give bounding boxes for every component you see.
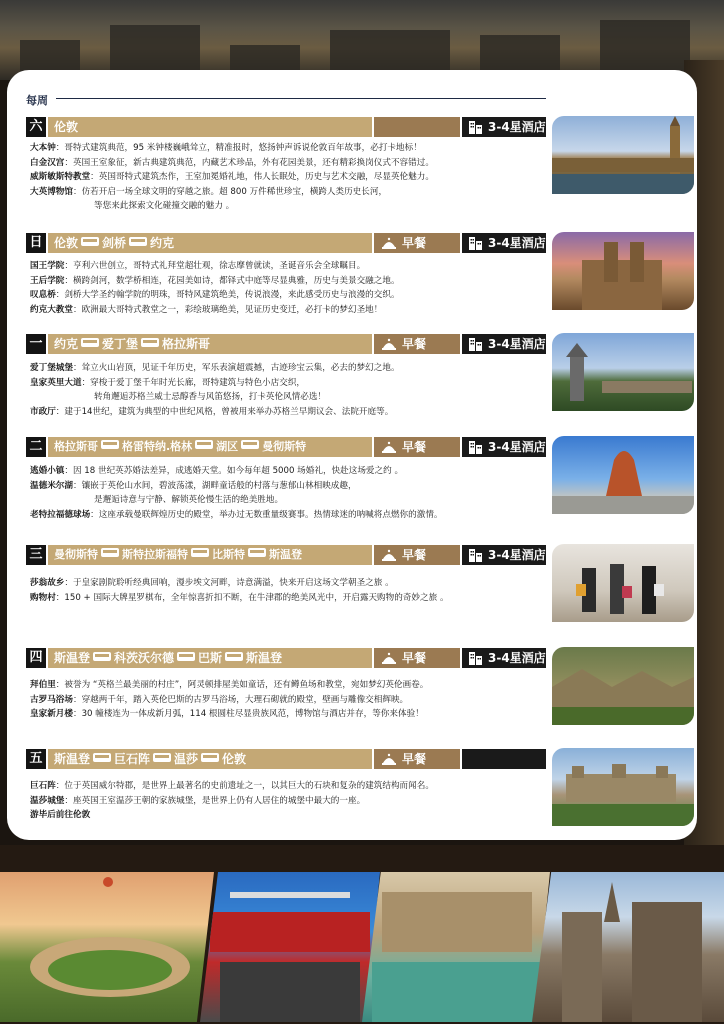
windsor-castle-photo xyxy=(552,748,694,826)
meal-cell xyxy=(374,437,460,457)
attraction-line xyxy=(30,678,550,693)
attraction-text: ：穿越两千年，踏入英伦巴斯的古罗马浴场，大理石砌就的殿堂，壁画与雕像交相辉映。 xyxy=(72,694,409,705)
attraction-line xyxy=(30,361,550,376)
bus-icon xyxy=(153,753,171,762)
bus-icon xyxy=(191,548,209,557)
big-ben-illustration xyxy=(552,116,694,194)
day-header-thu xyxy=(26,648,546,668)
york-minster-photo xyxy=(552,232,694,310)
route-stop: 曼彻斯特 xyxy=(262,440,307,453)
attraction-name: 购物村 xyxy=(30,592,56,603)
attraction-line xyxy=(30,259,550,274)
route-stop: 科茨沃尔德 xyxy=(114,651,175,665)
royal-crescent-photo xyxy=(0,872,214,1022)
attraction-text: 等您来此探索文化碰撞交融的魅力 。 xyxy=(94,201,235,212)
stadium-illustration xyxy=(200,872,380,1022)
day-badge: 三 xyxy=(26,545,46,565)
attraction-name: 叹息桥 xyxy=(30,290,56,301)
attraction-line xyxy=(30,707,550,722)
day-header-sat xyxy=(26,117,546,137)
route-stop: 约克 xyxy=(54,337,79,351)
route-stop: 湖区 xyxy=(216,440,239,453)
day-header-fri xyxy=(26,749,546,769)
roman-baths-photo xyxy=(362,872,550,1022)
hotel-label: 3-4星酒店 xyxy=(488,548,546,562)
section-label: 每周 xyxy=(26,94,48,107)
route-stop: 巨石阵 xyxy=(114,752,151,766)
attraction-line xyxy=(30,808,550,823)
day-route xyxy=(48,233,372,253)
hotel-cell xyxy=(462,545,546,565)
cloche-icon xyxy=(382,338,396,350)
attraction-name: 威斯敏斯特教堂 xyxy=(30,172,91,183)
hotel-label: 3-4星酒店 xyxy=(488,440,546,454)
attraction-text: 转角邂逅苏格兰威士忌醇香与风笛悠扬，打卡英伦风情必选！ xyxy=(94,392,327,403)
route-stop: 格雷特纳.格林 xyxy=(122,440,193,453)
shoppers-illustration xyxy=(552,544,694,622)
attraction-text: ：这座承载曼联辉煌历史的殿堂，举办过无数重量级赛事。热情球迷的呐喊将点燃你的激情。 xyxy=(90,509,443,520)
attraction-name: 国王学院 xyxy=(30,261,65,271)
day-badge: 日 xyxy=(26,233,46,253)
meal-label: 早餐 xyxy=(402,337,427,351)
day-description xyxy=(30,576,550,605)
hotel-label: 3-4星酒店 xyxy=(488,651,546,665)
attraction-name: 皇家英里大道 xyxy=(30,377,82,388)
hotel-cell xyxy=(462,233,546,253)
attraction-name: 逃婚小镇 xyxy=(30,466,65,476)
cloche-icon xyxy=(382,237,396,249)
building-icon xyxy=(468,548,483,562)
bus-icon xyxy=(141,338,159,347)
route-stop: 约克 xyxy=(150,236,175,250)
day-badge: 五 xyxy=(26,749,46,769)
attraction-name: 爱丁堡城堡 xyxy=(30,363,73,373)
hotel-cell xyxy=(462,648,546,668)
cloche-icon xyxy=(382,441,396,453)
route-stop: 伦敦 xyxy=(222,752,247,766)
attraction-line xyxy=(30,376,550,391)
attraction-line xyxy=(30,303,550,318)
cloche-icon xyxy=(382,652,396,664)
attraction-name: 皇家新月楼 xyxy=(30,709,73,720)
attraction-line xyxy=(30,288,550,303)
section-divider xyxy=(56,98,546,99)
building-icon xyxy=(468,337,483,351)
attraction-line xyxy=(30,274,550,289)
hotel-cell xyxy=(462,334,546,354)
route-stop: 斯温登 xyxy=(269,548,302,561)
gretna-green-illustration xyxy=(552,436,694,514)
old-town-illustration xyxy=(532,872,724,1022)
roman-baths-illustration xyxy=(362,872,550,1022)
hotel-cell xyxy=(462,117,546,137)
attraction-text: ：于皇家剧院聆听经典回响，漫步埃文河畔，诗意满溢，快来开启这场文学朝圣之旅 。 xyxy=(64,578,394,588)
meal-label: 早餐 xyxy=(402,548,427,562)
attraction-name: 温莎城堡 xyxy=(30,795,65,806)
day-description xyxy=(30,141,550,214)
building-icon xyxy=(468,651,483,665)
day-header-mon xyxy=(26,334,546,354)
attraction-line xyxy=(30,794,550,809)
attraction-text: ：英国哥特式建筑杰作，王室加冕婚礼地，伟人长眠处，历史与艺术交融，尽显英伦魅力。 xyxy=(90,172,434,183)
route-stop: 伦敦 xyxy=(54,120,79,134)
attraction-name: 大本钟 xyxy=(30,143,56,153)
attraction-name: 温德米尔湖 xyxy=(30,480,73,491)
attraction-name: 巨石阵 xyxy=(30,781,56,791)
bus-icon xyxy=(195,440,213,449)
attraction-name: 老特拉福德球场 xyxy=(30,509,91,520)
attraction-name: 白金汉宫 xyxy=(30,157,65,168)
attraction-line xyxy=(30,779,550,794)
bus-icon xyxy=(225,652,243,661)
attraction-text: ：横跨剑河，数学桥相连，花园美如诗，都铎式中庭等尽显典雅，历史与美景交融之地。 xyxy=(64,275,400,286)
route-stop: 斯特拉斯福特 xyxy=(122,548,188,561)
day-header-wed xyxy=(26,545,546,565)
route-stop: 伦敦 xyxy=(54,236,79,250)
attraction-line xyxy=(30,185,550,200)
day-route xyxy=(48,334,372,354)
attraction-text: 是邂逅诗意与宁静、解锁英伦慢生活的绝美胜地。 xyxy=(94,495,284,506)
header-cityscape xyxy=(0,0,724,80)
meal-cell xyxy=(374,334,460,354)
attraction-line xyxy=(30,493,550,508)
route-stop: 斯温登 xyxy=(54,752,91,766)
windsor-castle-illustration xyxy=(552,748,694,826)
route-stop: 格拉斯哥 xyxy=(162,337,211,351)
building-icon xyxy=(468,120,483,134)
meal-cell xyxy=(374,749,460,769)
attraction-line xyxy=(30,508,550,523)
hotel-label: 3-4星酒店 xyxy=(488,236,546,250)
attraction-name: 拜伯里 xyxy=(30,680,56,690)
bus-icon xyxy=(81,237,99,246)
attraction-text: ：亨利六世创立，哥特式礼拜堂超壮观，徐志摩曾就读，圣诞音乐会全球瞩目。 xyxy=(64,261,366,271)
route-stop: 剑桥 xyxy=(102,236,127,250)
route-stop: 斯温登 xyxy=(246,651,283,665)
bus-icon xyxy=(93,652,111,661)
day-route xyxy=(48,437,372,457)
route-stop: 格拉斯哥 xyxy=(54,440,98,453)
attraction-text: ：30 幢楼连为一体成新月弧，114 根圆柱尽显贵族风范，博物馆与酒店并存，等你来体验！ xyxy=(72,709,424,720)
big-ben-photo xyxy=(552,116,694,194)
bibury-cottages-illustration xyxy=(552,647,694,725)
attraction-text: ：仿若开启一场全球文明的穿越之旅。超 800 万件稀世珍宝，横跨人类历史长河， xyxy=(72,186,388,197)
shopping-village-photo xyxy=(552,544,694,622)
attraction-text: ：位于英国威尔特郡，是世界上最著名的史前遗址之一，以其巨大的石块和复杂的建筑结构而闻名。 xyxy=(55,781,434,791)
attraction-text: ：被誉为 “英格兰最美丽的村庄”，阿灵顿排屋美如童话，还有鳟鱼场和教堂，宛如梦幻英伦画卷。 xyxy=(55,680,429,690)
day-description xyxy=(30,259,550,317)
day-route xyxy=(48,545,372,565)
route-stop: 斯温登 xyxy=(54,651,91,665)
building-icon xyxy=(468,440,483,454)
route-stop: 曼彻斯特 xyxy=(54,548,98,561)
bus-icon xyxy=(93,753,111,762)
bibury-photo xyxy=(552,647,694,725)
gretna-green-photo xyxy=(552,436,694,514)
attraction-line xyxy=(30,156,550,171)
route-stop: 温莎 xyxy=(174,752,199,766)
meal-label: 早餐 xyxy=(402,752,427,766)
day-header-tue xyxy=(26,437,546,457)
meal-cell xyxy=(374,648,460,668)
bus-icon xyxy=(101,440,119,449)
cloche-icon xyxy=(382,753,396,765)
meal-cell xyxy=(374,545,460,565)
day-header-sun xyxy=(26,233,546,253)
hotel-cell xyxy=(462,749,546,769)
day-description xyxy=(30,464,550,522)
bus-icon xyxy=(248,548,266,557)
attraction-text: ：剑桥大学圣约翰学院的明珠，哥特风建筑绝美，传说浪漫，来此感受历史与浪漫的交织。 xyxy=(55,290,400,301)
attraction-line xyxy=(30,464,550,479)
route-stop: 爱丁堡 xyxy=(102,337,139,351)
cloche-icon xyxy=(382,549,396,561)
day-route xyxy=(48,749,372,769)
attraction-name: 游毕后前往伦敦 xyxy=(30,810,91,821)
attraction-text: ：哥特式建筑典范，95 米钟楼巍峨耸立，精准报时，悠扬钟声诉说伦敦百年故事，必打卡地标！ xyxy=(55,143,422,153)
day-badge: 二 xyxy=(26,437,46,457)
hotel-label: 3-4星酒店 xyxy=(488,337,546,351)
attraction-text: ：建于14世纪，建筑为典型的中世纪风格，曾被用来举办苏格兰早期议会、法院开庭等。 xyxy=(55,406,394,417)
route-stop: 比斯特 xyxy=(212,548,245,561)
day-description xyxy=(30,779,550,823)
day-description xyxy=(30,678,550,722)
attraction-name: 大英博物馆 xyxy=(30,186,73,197)
edinburgh-illustration xyxy=(552,333,694,411)
attraction-name: 莎翁故乡 xyxy=(30,578,65,588)
meal-label: 早餐 xyxy=(402,651,427,665)
edinburgh-street-photo xyxy=(532,872,724,1022)
attraction-text: ：150 + 国际大牌星罗棋布，全年惊喜折扣不断，在牛津郡的绝美风光中，开启露天购物的奇妙之旅 。 xyxy=(55,592,449,603)
building-icon xyxy=(468,236,483,250)
attraction-text: ：欧洲最大哥特式教堂之一，彩绘玻璃绝美，见证历史变迁，必打卡的梦幻圣地！ xyxy=(72,304,383,315)
attraction-line xyxy=(30,390,550,405)
bus-icon xyxy=(81,338,99,347)
attraction-text: ：穿梭于爱丁堡千年时光长廊，哥特建筑与特色小店交织， xyxy=(81,377,306,388)
attraction-line xyxy=(30,576,550,591)
bus-icon xyxy=(129,237,147,246)
attraction-line xyxy=(30,693,550,708)
attraction-line xyxy=(30,141,550,156)
attraction-text: ：耸立火山岩顶，见证千年历史，军乐表演超震撼，古迹珍宝云集，必去的梦幻之地。 xyxy=(72,363,400,373)
attraction-name: 古罗马浴场 xyxy=(30,694,73,705)
bus-icon xyxy=(201,753,219,762)
meal-label: 早餐 xyxy=(402,440,427,454)
day-badge: 四 xyxy=(26,648,46,668)
bus-icon xyxy=(177,652,195,661)
royal-crescent-illustration xyxy=(0,872,214,1022)
attraction-text: ：镶嵌于英伦山水间，碧波荡漾，湖畔童话般的村落与葱郁山林相映成趣， xyxy=(72,480,357,491)
york-minster-illustration xyxy=(552,232,694,310)
bus-icon xyxy=(241,440,259,449)
meal-cell xyxy=(374,233,460,253)
attraction-line xyxy=(30,405,550,420)
attraction-name: 约克大教堂 xyxy=(30,304,73,315)
attraction-name: 王后学院 xyxy=(30,275,65,286)
meal-cell xyxy=(374,117,460,137)
hotel-cell xyxy=(462,437,546,457)
attraction-line xyxy=(30,199,550,214)
route-stop: 巴斯 xyxy=(198,651,223,665)
attraction-text: ：座英国王室温莎王朝的家族城堡，是世界上仍有人居住的城堡中最大的一座。 xyxy=(64,795,366,806)
day-badge: 一 xyxy=(26,334,46,354)
attraction-text: ：因 18 世纪英苏婚法差异，成逃婚天堂。如今每年超 5000 场婚礼，快赴这场爱之约 。 xyxy=(64,466,404,476)
attraction-line xyxy=(30,479,550,494)
attraction-text: ：英国王室象征，新古典建筑典范，内藏艺术珍品，外有花园美景，还有精彩换岗仪式不容错过。 xyxy=(64,157,434,168)
attraction-line xyxy=(30,591,550,606)
hotel-label: 3-4星酒店 xyxy=(488,120,546,134)
day-description xyxy=(30,361,550,419)
day-route xyxy=(48,648,372,668)
attraction-line xyxy=(30,170,550,185)
attraction-name: 市政厅 xyxy=(30,406,56,417)
day-route xyxy=(48,117,372,137)
edinburgh-photo xyxy=(552,333,694,411)
meal-label: 早餐 xyxy=(402,236,427,250)
bus-icon xyxy=(101,548,119,557)
old-trafford-photo xyxy=(200,872,380,1022)
day-badge: 六 xyxy=(26,117,46,137)
